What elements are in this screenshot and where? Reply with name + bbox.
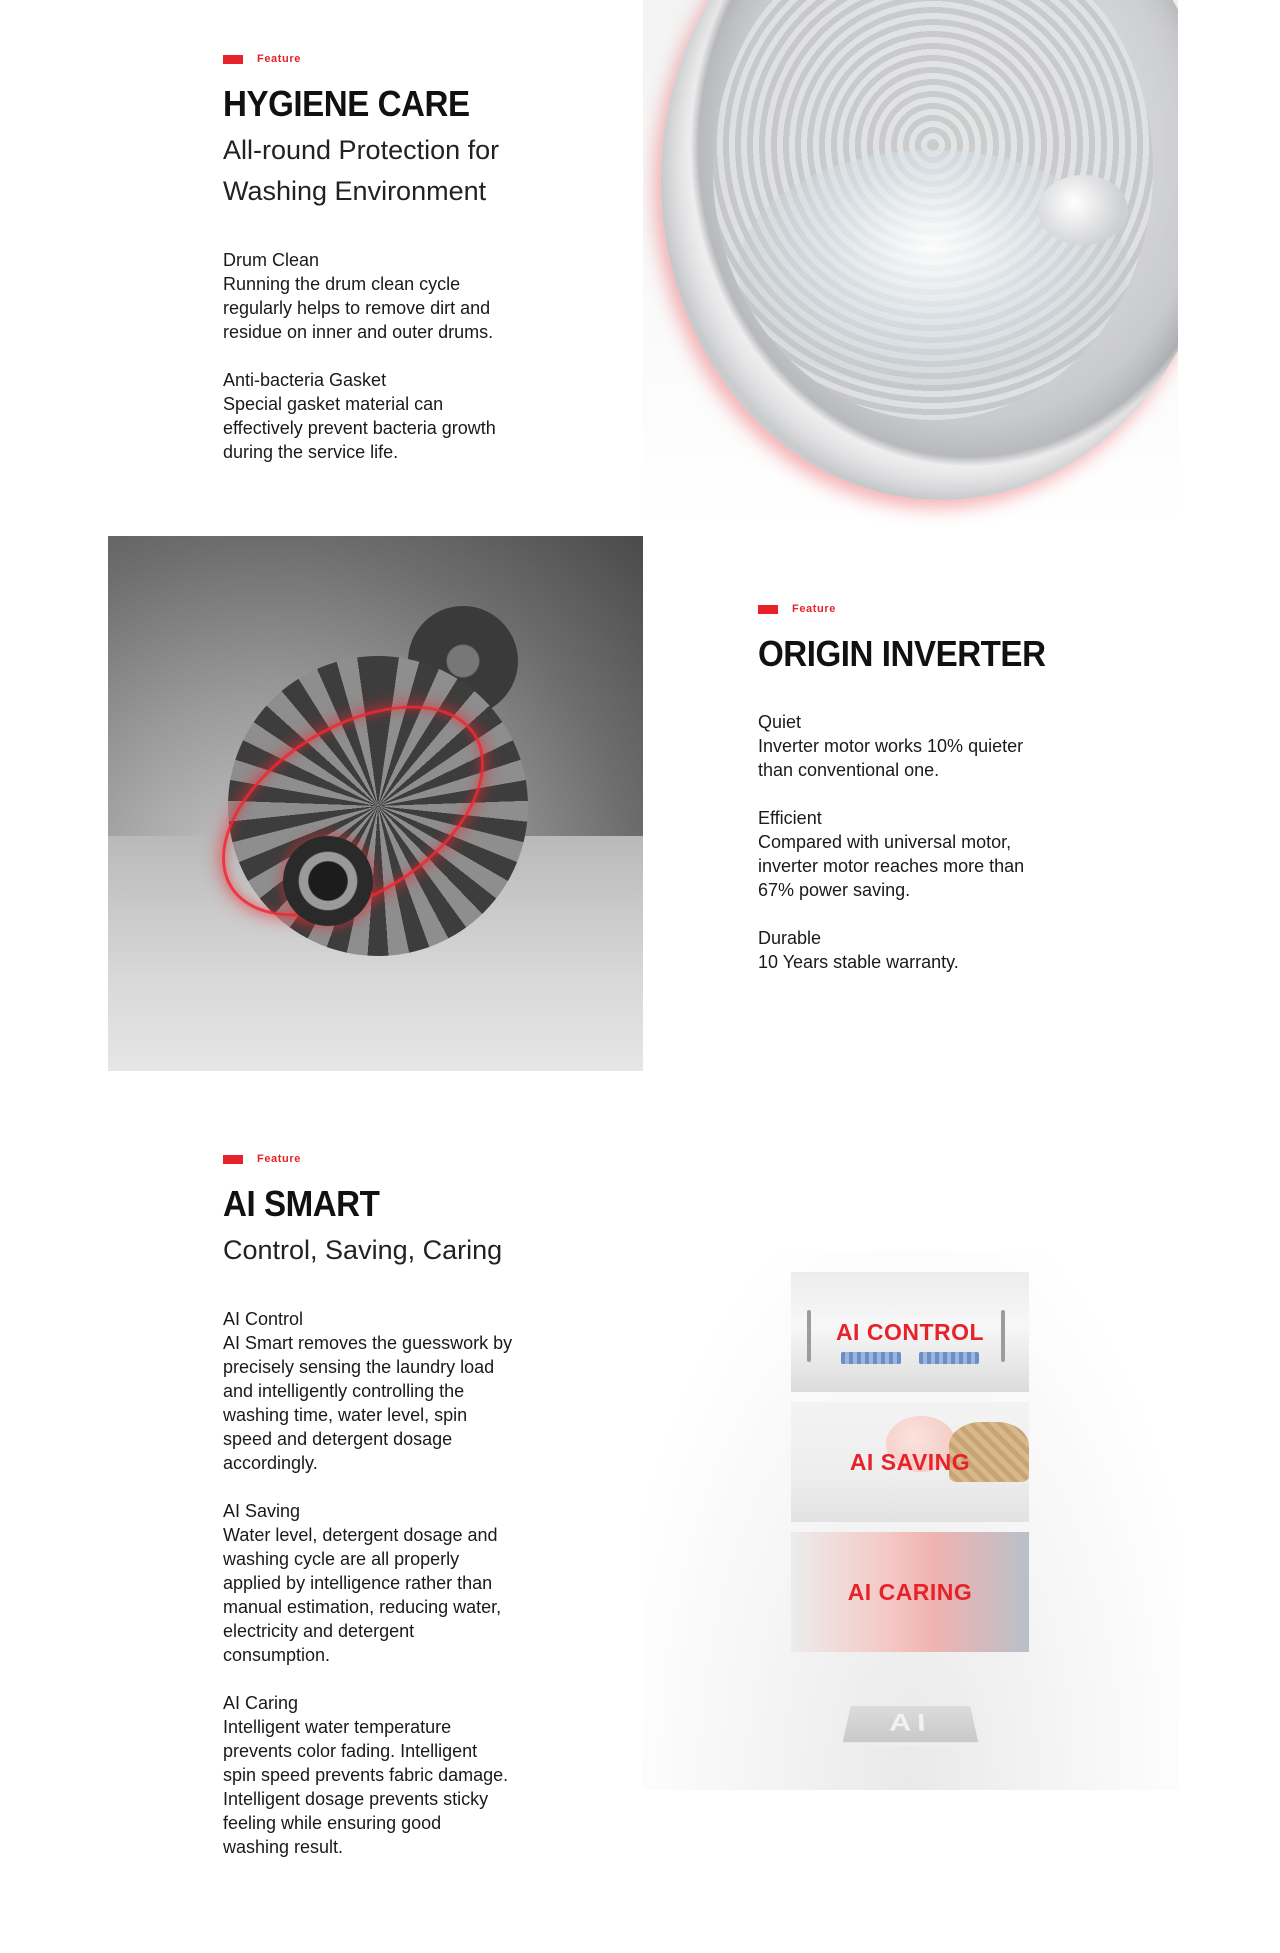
feature-tag: [758, 602, 1178, 616]
feature-name: AI Saving: [223, 1501, 301, 1521]
section-title: AI SMART: [223, 1183, 380, 1224]
feature-item: [223, 1691, 643, 1859]
origin-inverter-section: [0, 536, 1280, 1076]
inverter-motor-image: [108, 536, 643, 1071]
feature-description: Special gasket material can effectively prevent bacteria growth during the service life.: [223, 394, 496, 462]
feature-tag: [223, 1152, 643, 1166]
feature-list: [758, 710, 1178, 974]
feature-description: Water level, detergent dosage and washing cycle are all properly applied by intelligence rather than manual estimation, reducing water, electricity and detergent consumption.: [223, 1525, 502, 1665]
feature-description: Running the drum clean cycle regularly helps to remove dirt and residue on inner and outer drums.: [223, 274, 494, 342]
inverter-text-block: [758, 602, 1178, 998]
section-title: HYGIENE CARE: [223, 83, 470, 124]
feature-description: Inverter motor works 10% quieter than conventional one.: [758, 736, 1024, 780]
hygiene-text-block: [223, 52, 623, 488]
tag-marker: [223, 55, 243, 64]
feature-description: AI Smart removes the guesswork by precisely sensing the laundry load and intelligently controlling the washing time, water level, spin speed and detergent dosage accordingly.: [223, 1333, 513, 1473]
rack-pole: [807, 1310, 811, 1362]
hygiene-care-section: [0, 0, 1280, 530]
feature-item: [758, 710, 1178, 782]
ai-card-label: AI CARING: [847, 1578, 973, 1605]
ai-smart-image: [643, 1250, 1178, 1790]
feature-name: Anti-bacteria Gasket: [223, 370, 387, 390]
feature-item: [223, 368, 623, 464]
section-title: ORIGIN INVERTER: [758, 633, 1046, 674]
feature-name: Quiet: [758, 712, 802, 732]
feature-item: [223, 1307, 643, 1475]
ai-control-card: [791, 1272, 1029, 1392]
ai-text-block: [223, 1152, 643, 1883]
feature-description: Intelligent water temperature prevents color fading. Intelligent spin speed prevents fabric damage. Intelligent dosage prevents sticky feeling while ensuring good washing result.: [223, 1717, 509, 1857]
tag-label: Feature: [792, 603, 836, 615]
feature-tag: [223, 52, 623, 66]
drum-lifter: [1038, 175, 1128, 245]
ai-card-label: AI CONTROL: [835, 1318, 985, 1345]
feature-item: [758, 926, 1178, 974]
ai-chip-label: AI: [888, 1709, 933, 1737]
ai-chip-base: [838, 1703, 984, 1746]
feature-item: [223, 248, 623, 344]
washer-drum-image: [643, 0, 1178, 530]
feature-name: Drum Clean: [223, 250, 320, 270]
feature-name: Efficient: [758, 808, 822, 828]
motor-shaft: [283, 836, 373, 926]
feature-name: AI Control: [223, 1309, 304, 1329]
rack-pole: [1001, 1310, 1005, 1362]
feature-name: AI Caring: [223, 1693, 299, 1713]
folded-towels: [919, 1352, 979, 1364]
ai-card-label: AI SAVING: [849, 1448, 971, 1475]
tag-label: Feature: [257, 1153, 301, 1165]
feature-list: [223, 248, 623, 464]
subtitle-line: All-round Protection for: [223, 135, 500, 165]
feature-description: Compared with universal motor, inverter motor reaches more than 67% power saving.: [758, 832, 1025, 900]
feature-description: 10 Years stable warranty.: [758, 952, 959, 972]
subtitle-line: Washing Environment: [223, 176, 487, 206]
feature-name: Durable: [758, 928, 822, 948]
folded-towels: [841, 1352, 901, 1364]
feature-list: [223, 1307, 643, 1859]
tag-marker: [758, 605, 778, 614]
tag-marker: [223, 1155, 243, 1164]
feature-item: [223, 1499, 643, 1667]
ai-saving-card: [791, 1402, 1029, 1522]
tag-label: Feature: [257, 53, 301, 65]
ai-caring-card: [791, 1532, 1029, 1652]
section-subtitle: Control, Saving, Caring: [223, 1235, 503, 1265]
feature-item: [758, 806, 1178, 902]
section-subtitle: [223, 130, 623, 212]
